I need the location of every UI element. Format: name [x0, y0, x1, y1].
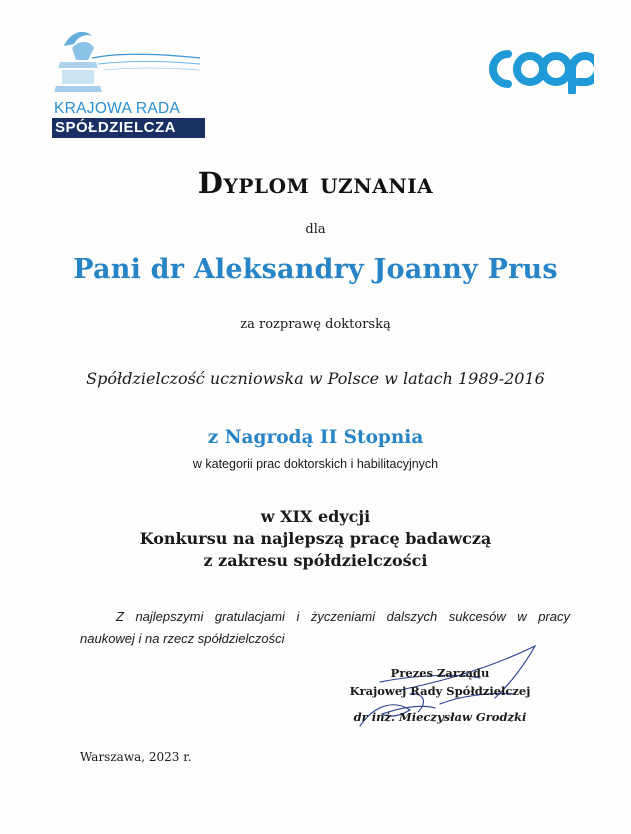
place-and-date: Warszawa, 2023 r. [80, 750, 192, 764]
for-label: dla [305, 222, 326, 237]
edition-line: Konkursu na najlepszą pracę badawczą [139, 529, 492, 548]
recipient-name: Pani dr Aleksandry Joanny Prus [73, 254, 558, 285]
krs-logo-line1: KRAJOWA RADA [54, 100, 181, 117]
congratulations-line: Z najlepszymi gratulacjami i życzeniami dalszych sukcesów w pracy [116, 609, 570, 624]
edition-block [0, 506, 631, 572]
work-intro: za rozprawę doktorską [240, 317, 391, 332]
edition-line: z zakresu spółdzielczości [203, 551, 428, 570]
diploma-title: Dyplom uznania [197, 166, 434, 200]
krs-logo-line2: SPÓŁDZIELCZA [52, 118, 205, 138]
signatory-name: dr inż. Mieczysław Grodzki [353, 710, 527, 724]
edition-line: w XIX edycji [260, 507, 371, 526]
krs-emblem-icon [52, 18, 202, 96]
work-title: Spółdzielczość uczniowska w Polsce w latach 1989-2016 [86, 369, 545, 388]
signatory-role-line: Prezes Zarządu [390, 666, 490, 680]
signatory-role [340, 664, 540, 700]
signatory-role-line: Krajowej Rady Spółdzielczej [349, 684, 531, 698]
congratulations-line: naukowej i na rzecz spółdzielczości [80, 631, 285, 646]
coop-logo-icon [486, 44, 594, 94]
award-title: z Nagrodą II Stopnia [207, 427, 424, 448]
krs-logo [52, 18, 212, 136]
award-category: w kategorii prac doktorskich i habilitacyjnych [192, 457, 439, 471]
congratulations-text [80, 606, 570, 650]
